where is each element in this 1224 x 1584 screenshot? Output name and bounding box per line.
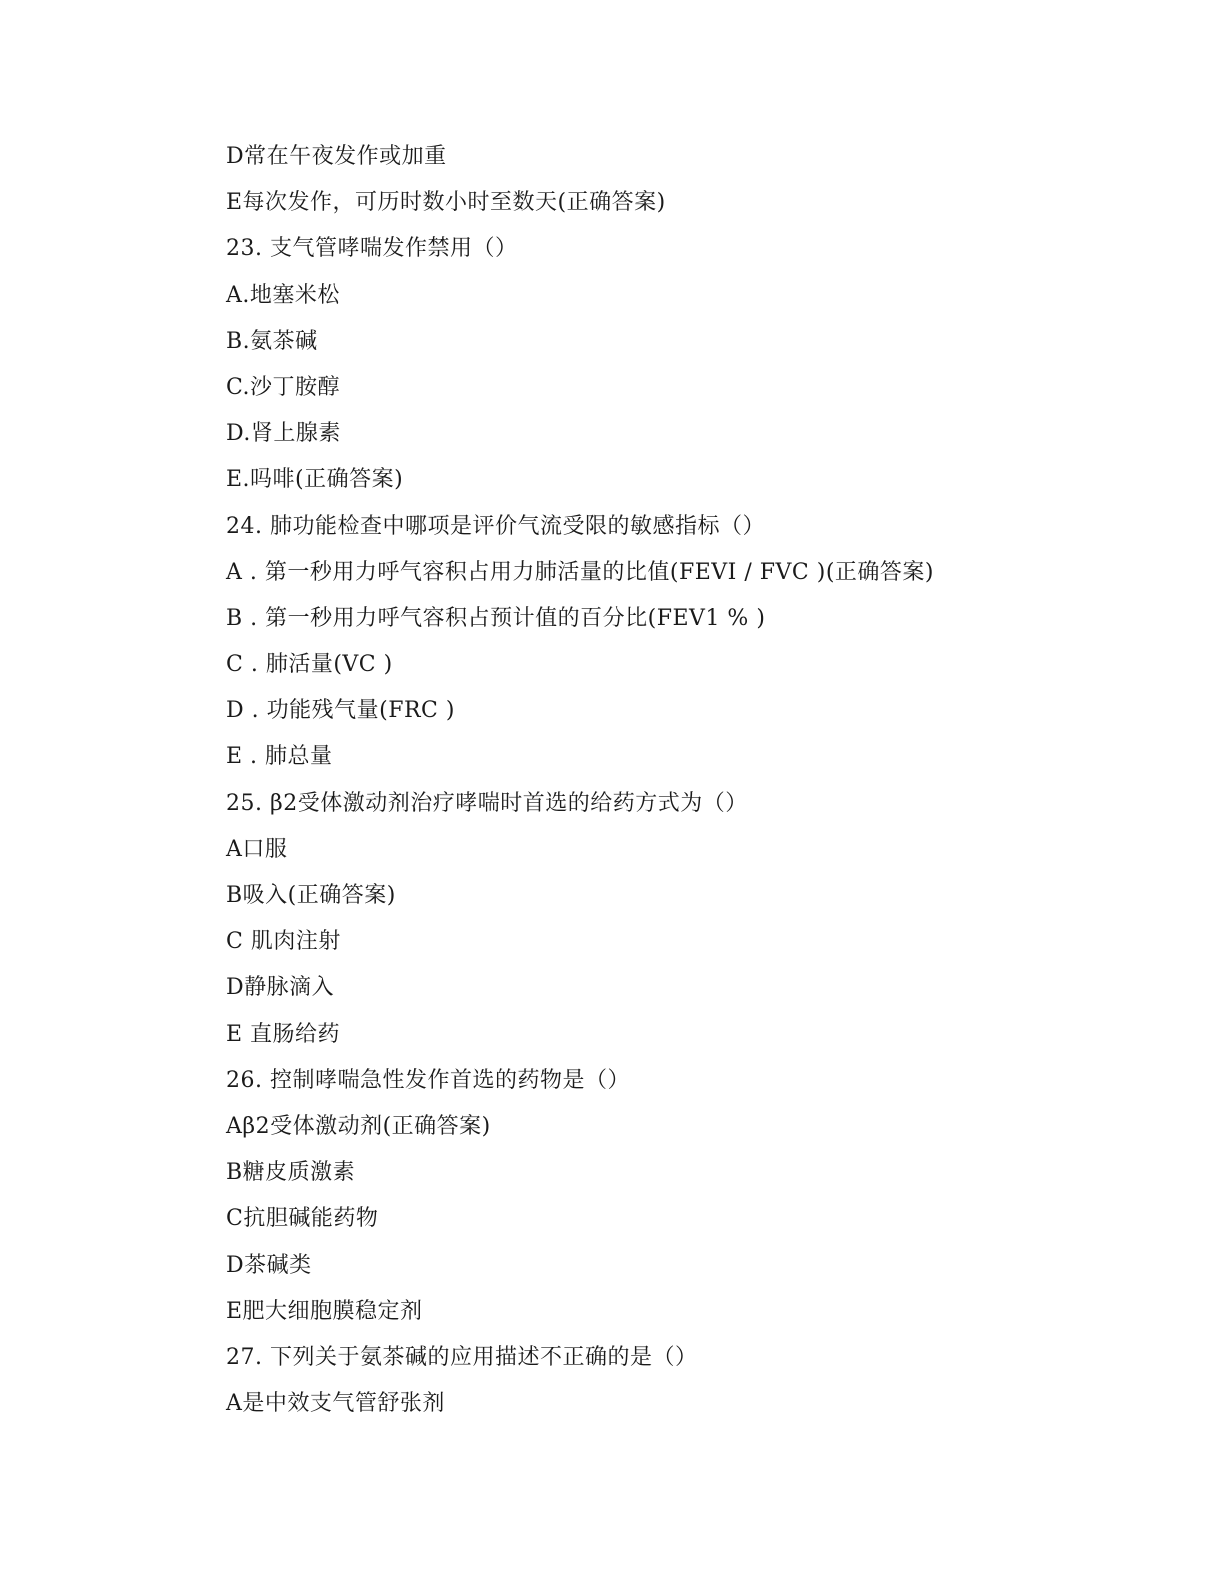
option-line: B.氨茶碱 — [226, 328, 318, 354]
question-line: 27. 下列关于氨茶碱的应用描述不正确的是（） — [226, 1344, 698, 1370]
option-line: E . 肺总量 — [226, 744, 333, 770]
option-line: A是中效支气管舒张剂 — [226, 1391, 445, 1417]
option-line: A.地塞米松 — [226, 282, 340, 308]
option-line: B吸入(正确答案) — [226, 883, 396, 908]
option-line: A . 第一秒用力呼气容积占用力肺活量的比值(FEVI / FVC )(正确答案) — [226, 559, 934, 585]
option-line: B . 第一秒用力呼气容积占预计值的百分比(FEV1 % ) — [226, 605, 766, 631]
option-line: Aβ2受体激动剂(正确答案) — [226, 1113, 491, 1139]
option-line: E 直肠给药 — [226, 1021, 341, 1047]
option-line: C 肌肉注射 — [226, 929, 341, 955]
option-line: C . 肺活量(VC ) — [226, 652, 393, 678]
question-line: 23. 支气管哮喘发作禁用（） — [226, 236, 518, 262]
option-line: A口服 — [226, 836, 288, 862]
option-line: D静脉滴入 — [226, 975, 335, 1001]
question-list — [226, 134, 1126, 1427]
option-line: E肥大细胞膜稳定剂 — [226, 1298, 423, 1324]
option-line: C.沙丁胺醇 — [226, 374, 341, 400]
option-line: D . 功能残气量(FRC ) — [226, 698, 455, 724]
question-line: 24. 肺功能检查中哪项是评价气流受限的敏感指标（） — [226, 513, 765, 539]
question-line: 25. β2受体激动剂治疗哮喘时首选的给药方式为（） — [226, 790, 748, 816]
option-line: B糖皮质激素 — [226, 1160, 356, 1186]
option-line: D.肾上腺素 — [226, 421, 341, 447]
option-line: D茶碱类 — [226, 1252, 312, 1278]
option-line: E每次发作，可历时数小时至数天(正确答案) — [226, 190, 666, 216]
option-line: D常在午夜发作或加重 — [226, 144, 447, 169]
option-line: C抗胆碱能药物 — [226, 1206, 379, 1232]
option-line: E.吗啡(正确答案) — [226, 467, 404, 493]
question-line: 26. 控制哮喘急性发作首选的药物是（） — [226, 1067, 630, 1093]
